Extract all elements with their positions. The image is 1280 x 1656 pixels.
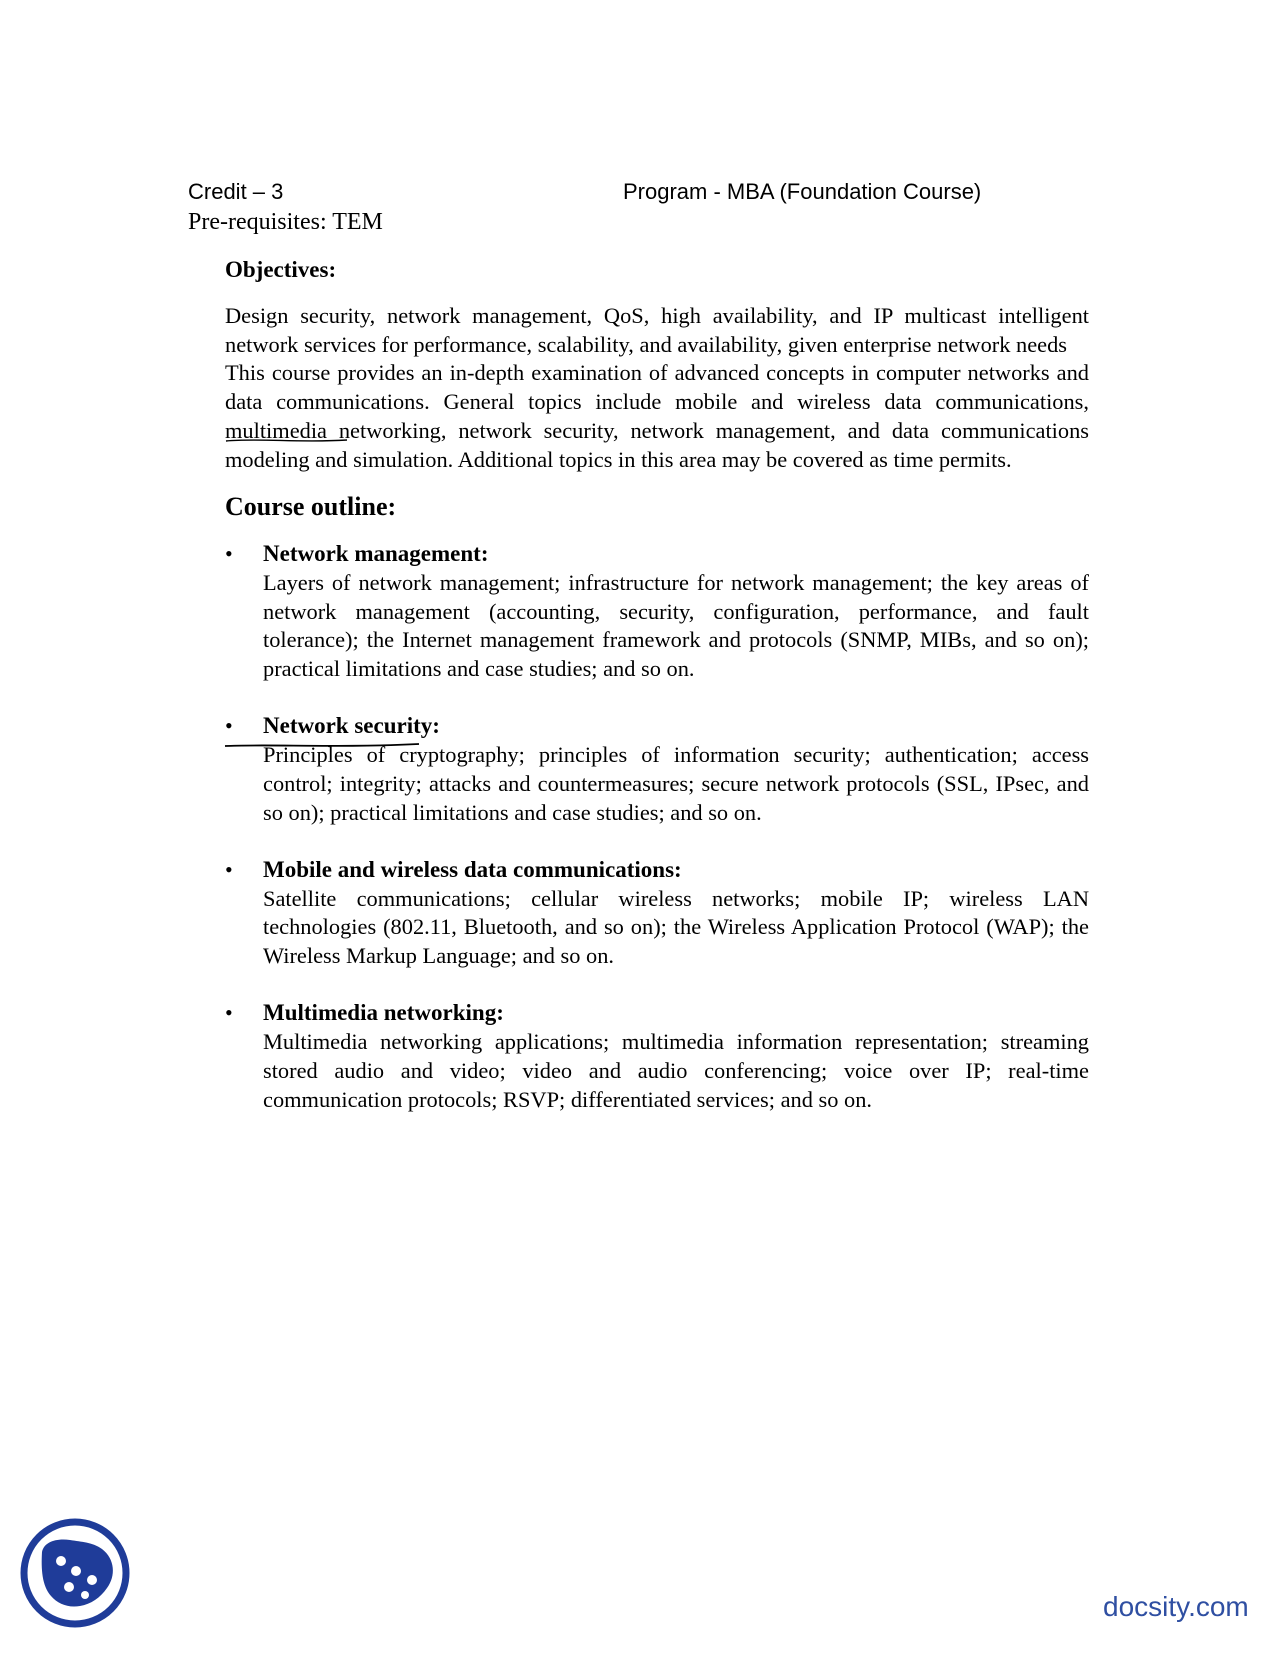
section-body: Satellite communications; cellular wireless networks; mobile IP; wireless LAN technologies (802.11, Bluetooth, and so on); the Wireless Application Protocol (WAP); the Wireless Markup Language; and so on. [263, 885, 1089, 969]
section-title: Network security: [263, 713, 440, 739]
outline-section-mobile-wireless [225, 856, 1089, 971]
docsity-brand-link[interactable]: docsity.com [1103, 1591, 1249, 1622]
bullet-icon: • [225, 1000, 233, 1026]
outline-section-network-security [225, 712, 1089, 827]
section-title: Multimedia networking: [263, 1000, 504, 1026]
objectives-heading: Objectives: [225, 257, 337, 282]
bullet-icon: • [225, 856, 233, 882]
course-outline-heading: Course outline: [225, 492, 397, 522]
section-body: Layers of network management; infrastructure for network management; the key areas of network management (accounting, security, configuration, performance, and fault tolerance); the Internet management framework and protocols (SNMP, MIBs, and so on); practical limitations and case studies; and so on. [263, 569, 1089, 682]
bullet-icon: • [225, 713, 233, 739]
objectives-paragraph-2: This course provides an in-depth examination of advanced concepts in computer networks and data communications. General topics include mobile and wireless data communications, multimedia networking, network security, network management, and data communications modeling and simulation. Additional topics in this area may be covered as time permits. [225, 360, 1089, 472]
objectives-paragraph-1: Design security, network management, QoS, high availability, and IP multicast intelligent network services for performance, scalability, and availability, given enterprise network needs [225, 303, 1089, 357]
section-body: Principles of cryptography; principles of information security; authentication; access control; integrity; attacks and countermeasures; secure network protocols (SSL, IPsec, and so on); practical limitations and case studies; and so on. [263, 742, 1089, 825]
bullet-icon: • [225, 541, 233, 567]
outline-section-network-management [225, 540, 1089, 684]
section-title: Mobile and wireless data communications: [263, 856, 682, 882]
document-content [225, 256, 1089, 1143]
prerequisites-label: Pre-requisites: TEM [188, 209, 383, 235]
section-body: Multimedia networking applications; multimedia information representation; streaming stored audio and video; video and audio conferencing; voice over IP; real-time communication protocols; RSVP; differentiated services; and so on. [263, 1029, 1089, 1112]
outline-section-multimedia-networking [225, 999, 1089, 1114]
credit-label: Credit – 3 [188, 179, 284, 204]
section-title: Network management: [263, 541, 489, 567]
program-label: Program - MBA (Foundation Course) [623, 179, 982, 204]
docsity-logo-icon [20, 1518, 130, 1628]
